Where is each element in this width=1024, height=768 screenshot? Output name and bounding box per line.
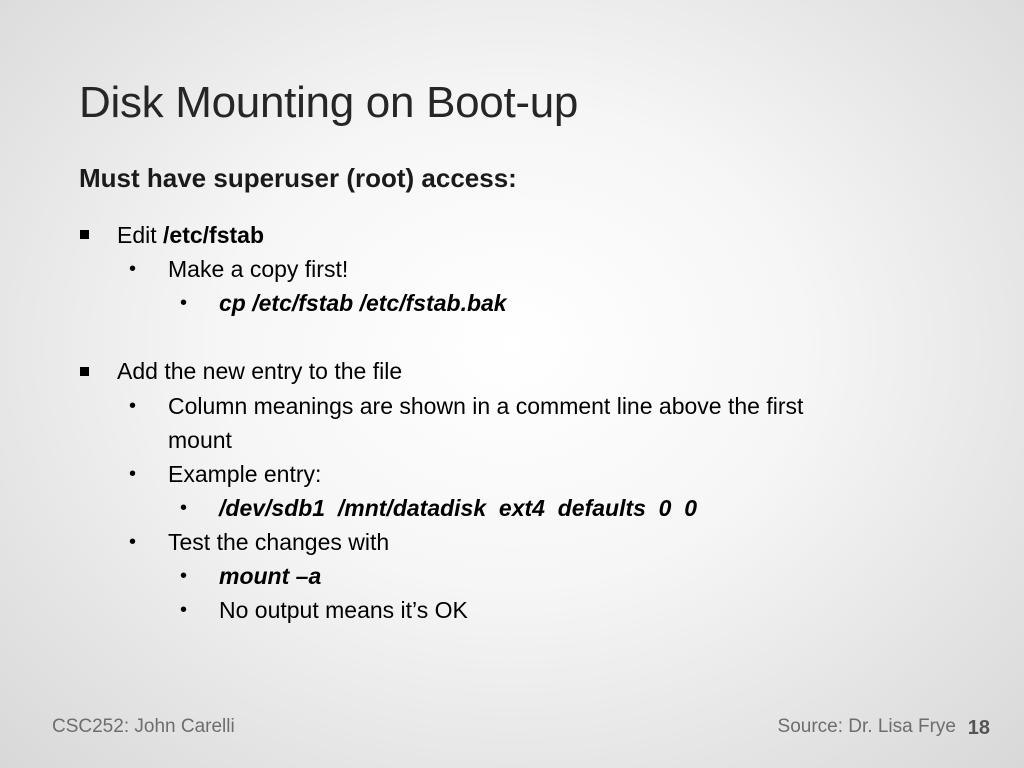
round-bullet-icon: • — [129, 463, 137, 485]
round-bullet-icon: • — [129, 395, 137, 417]
list-item-copy-command: cp /etc/fstab /etc/fstab.bak — [219, 290, 507, 316]
round-bullet-icon: • — [180, 497, 188, 519]
list-item-example-entry: Example entry: — [168, 461, 322, 487]
page-number: 18 — [967, 717, 990, 739]
list-item-add-entry: Add the new entry to the file — [117, 358, 403, 384]
list-item-no-output: No output means it’s OK — [219, 597, 468, 623]
round-bullet-icon: • — [129, 258, 137, 280]
round-bullet-icon: • — [129, 531, 137, 553]
list-item-copy-first: Make a copy first! — [168, 256, 349, 282]
footer-author: CSC252: John Carelli — [52, 716, 235, 737]
round-bullet-icon: • — [180, 565, 188, 587]
slide-title: Disk Mounting on Boot-up — [79, 78, 579, 127]
list-item-edit — [117, 221, 264, 249]
slide-subtitle: Must have superuser (root) access: — [79, 163, 517, 193]
list-item-column-meanings-cont: mount — [168, 427, 232, 453]
list-item-example-value: /dev/sdb1 /mnt/datadisk ext4 defaults 0 0 — [219, 495, 698, 521]
edit-prefix-text: Edit — [117, 222, 164, 248]
square-bullet-icon — [80, 230, 89, 239]
list-item-test-changes: Test the changes with — [168, 529, 390, 555]
footer-source: Source: Dr. Lisa Frye — [777, 716, 956, 737]
edit-path-text: /etc/fstab — [163, 222, 265, 248]
list-item-mount-command: mount –a — [219, 563, 322, 589]
list-item-column-meanings: Column meanings are shown in a comment line above the first — [168, 393, 804, 419]
square-bullet-icon — [80, 367, 89, 376]
round-bullet-icon: • — [180, 599, 188, 621]
round-bullet-icon: • — [180, 292, 188, 314]
